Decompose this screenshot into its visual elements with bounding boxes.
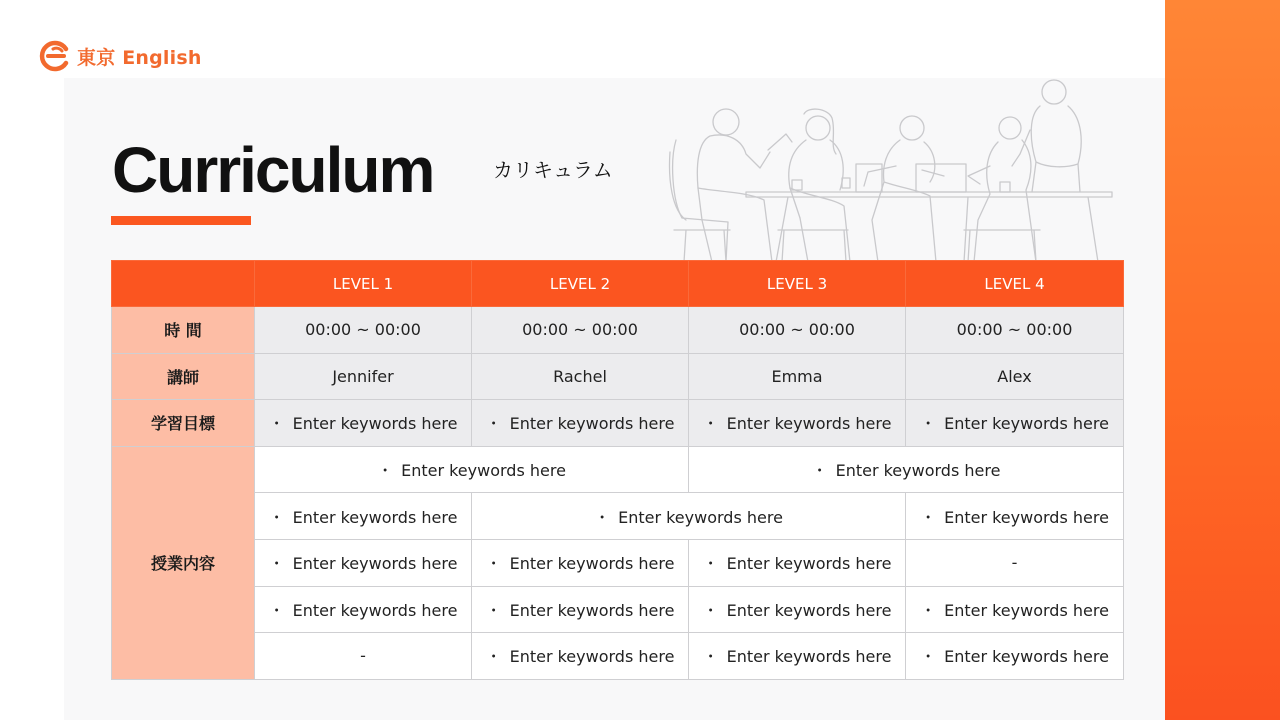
content-cell — [906, 633, 1124, 680]
bullet-mark: ・ — [268, 414, 285, 434]
bullet-mark: ・ — [268, 554, 285, 574]
brand-name: 東京 English — [77, 46, 202, 69]
bullet-mark: ・ — [920, 600, 937, 620]
goal-cell — [689, 400, 906, 447]
bullet-mark: ・ — [920, 647, 937, 667]
bullet-mark: ・ — [702, 647, 719, 667]
content-cell-empty: - — [906, 539, 1124, 586]
content-text: Enter keywords here — [726, 600, 892, 620]
table-row-content-1 — [112, 446, 1124, 493]
bullet-mark: ・ — [377, 461, 394, 481]
teacher-cell: Alex — [906, 353, 1124, 400]
goal-text: Enter keywords here — [944, 414, 1109, 434]
goal-text: Enter keywords here — [509, 414, 675, 434]
content-text: Enter keywords here — [509, 554, 675, 574]
bullet-mark: ・ — [594, 507, 611, 527]
bullet-mark: ・ — [702, 600, 719, 620]
content-cell — [472, 633, 689, 680]
goal-cell — [906, 400, 1124, 447]
content-text: Enter keywords here — [726, 554, 892, 574]
content-text: Enter keywords here — [618, 507, 783, 527]
bullet-mark: ・ — [485, 647, 502, 667]
bullet-mark: ・ — [811, 461, 828, 481]
content-cell-empty: - — [255, 633, 472, 680]
content-cell — [255, 446, 689, 493]
content-text: Enter keywords here — [292, 600, 458, 620]
row-label-time: 時 間 — [112, 307, 255, 354]
row-label-content: 授業内容 — [112, 446, 255, 679]
time-cell: 00:00 ~ 00:00 — [689, 307, 906, 354]
bullet-mark: ・ — [485, 414, 502, 434]
content-text: Enter keywords here — [944, 507, 1109, 527]
people-meeting-illustration — [668, 70, 1116, 262]
content-text: Enter keywords here — [835, 461, 1001, 481]
bullet-mark: ・ — [920, 507, 937, 527]
row-label-teacher: 講師 — [112, 353, 255, 400]
teacher-cell: Jennifer — [255, 353, 472, 400]
content-cell — [255, 586, 472, 633]
teacher-cell: Emma — [689, 353, 906, 400]
content-text: Enter keywords here — [944, 647, 1109, 667]
content-text: Enter keywords here — [726, 647, 892, 667]
table-row-content-5 — [112, 633, 1124, 680]
bullet-mark: ・ — [485, 600, 502, 620]
accent-side-bar — [1165, 0, 1280, 720]
time-cell: 00:00 ~ 00:00 — [472, 307, 689, 354]
header-level-1: LEVEL 1 — [255, 261, 472, 307]
content-text: Enter keywords here — [509, 600, 675, 620]
time-cell: 00:00 ~ 00:00 — [255, 307, 472, 354]
bullet-mark: ・ — [702, 414, 719, 434]
bullet-mark: ・ — [268, 600, 285, 620]
bullet-mark: ・ — [702, 554, 719, 574]
page-title: Curriculum — [112, 134, 434, 206]
content-cell — [689, 633, 906, 680]
content-cell — [906, 493, 1124, 540]
table-row-teacher — [112, 353, 1124, 400]
content-cell — [472, 539, 689, 586]
header-level-2: LEVEL 2 — [472, 261, 689, 307]
content-cell — [472, 586, 689, 633]
bullet-mark: ・ — [268, 507, 285, 527]
content-text: Enter keywords here — [292, 554, 458, 574]
header-level-3: LEVEL 3 — [689, 261, 906, 307]
content-cell — [689, 586, 906, 633]
table-row-content-3 — [112, 539, 1124, 586]
goal-text: Enter keywords here — [292, 414, 458, 434]
content-cell — [472, 493, 906, 540]
content-text: Enter keywords here — [292, 507, 458, 527]
time-cell: 00:00 ~ 00:00 — [906, 307, 1124, 354]
content-cell — [689, 539, 906, 586]
row-label-goals: 学習目標 — [112, 400, 255, 447]
goal-cell — [255, 400, 472, 447]
table-row-time — [112, 307, 1124, 354]
curriculum-table — [111, 260, 1124, 680]
content-cell — [255, 493, 472, 540]
table-header-row — [112, 261, 1124, 307]
content-text: Enter keywords here — [944, 600, 1109, 620]
content-cell — [255, 539, 472, 586]
brand-mark-icon — [39, 40, 71, 72]
page-subtitle: カリキュラム — [493, 158, 613, 182]
table-row-goals — [112, 400, 1124, 447]
bullet-mark: ・ — [920, 414, 937, 434]
title-underline — [111, 216, 251, 225]
bullet-mark: ・ — [485, 554, 502, 574]
header-level-4: LEVEL 4 — [906, 261, 1124, 307]
brand-logo — [39, 40, 202, 72]
table-row-content-2 — [112, 493, 1124, 540]
teacher-cell: Rachel — [472, 353, 689, 400]
content-text: Enter keywords here — [509, 647, 675, 667]
content-cell — [689, 446, 1124, 493]
table-row-content-4 — [112, 586, 1124, 633]
content-text: Enter keywords here — [401, 461, 566, 481]
header-corner-cell — [112, 261, 255, 307]
goal-text: Enter keywords here — [726, 414, 892, 434]
goal-cell — [472, 400, 689, 447]
content-cell — [906, 586, 1124, 633]
